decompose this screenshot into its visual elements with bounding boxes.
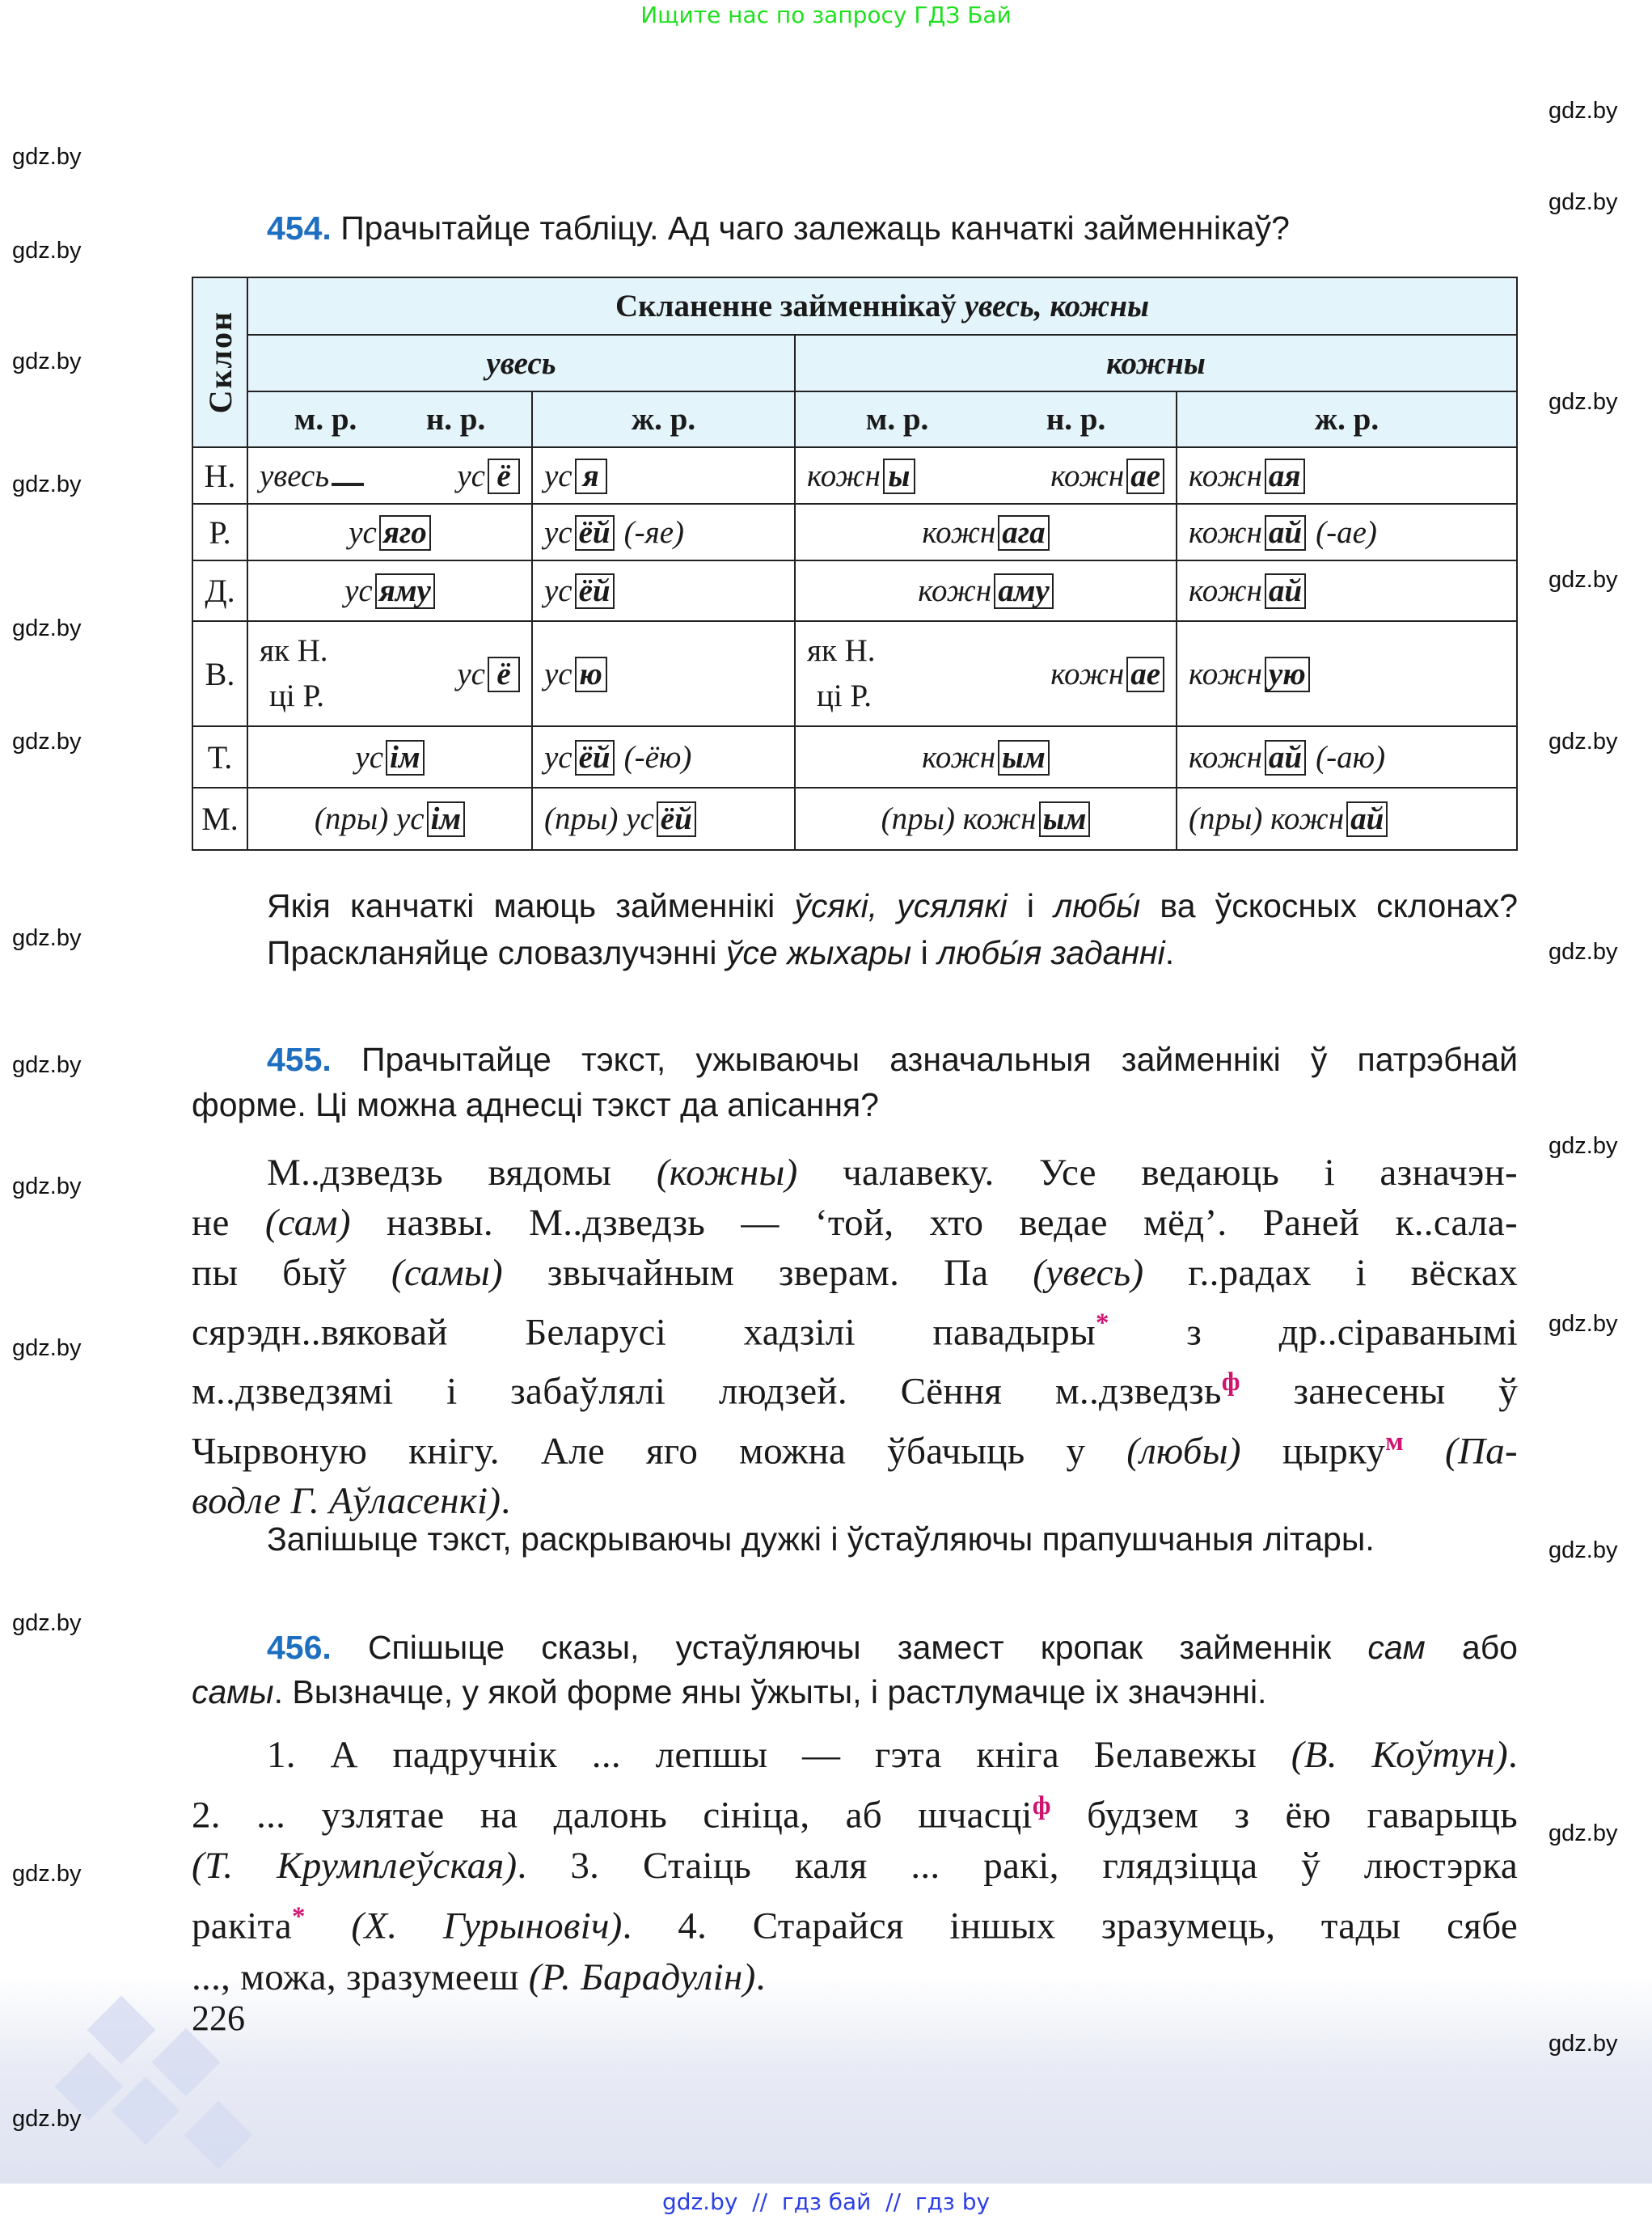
task-455 xyxy=(267,1516,1518,1562)
watermark: gdz.by xyxy=(12,615,82,641)
ending-box: ім xyxy=(386,740,425,776)
table-cell xyxy=(532,560,795,621)
cell-content xyxy=(807,739,1164,776)
text-line xyxy=(192,1952,1518,2003)
cell-content xyxy=(544,458,783,494)
text-line xyxy=(192,1148,1518,1198)
table-cell xyxy=(795,788,1177,850)
italic-run: (любы) xyxy=(1126,1430,1241,1473)
decor-diamond xyxy=(184,2101,253,2170)
text-run xyxy=(306,1905,352,1947)
word-form xyxy=(1189,801,1388,837)
table-row xyxy=(192,621,1517,726)
watermark: gdz.by xyxy=(12,349,82,374)
cell-content xyxy=(260,514,520,551)
gender-n: н. р. xyxy=(425,402,486,437)
case-label: М. xyxy=(192,788,247,850)
text-line xyxy=(192,1298,1518,1357)
ending-box: аму xyxy=(994,573,1054,609)
table-row xyxy=(192,788,1517,850)
gender-f: ж. р. xyxy=(1314,402,1379,437)
text-run: ва ўскосных склонах? xyxy=(1140,887,1518,924)
ending-box: ай xyxy=(1265,740,1306,776)
table-cell xyxy=(247,788,532,850)
italic-run: сам xyxy=(1367,1629,1426,1666)
word-form xyxy=(260,458,364,494)
table-body xyxy=(192,447,1517,850)
gender-m: м. р. xyxy=(294,402,357,437)
ending-box: ёй xyxy=(575,573,615,609)
text-run: назвы. М..дзведзь — ‘той, хто ведае мёд’. Раней к..сала- xyxy=(350,1202,1519,1244)
word-form xyxy=(881,801,1091,837)
table-row xyxy=(192,726,1517,788)
word-form xyxy=(1189,656,1310,692)
table-cell xyxy=(247,504,532,560)
italic-run: (кожны) xyxy=(656,1152,798,1194)
text-run: . 4. Старайся іншых зразумець, тады сябе xyxy=(622,1905,1518,1947)
cell-content xyxy=(544,514,783,551)
ending-box xyxy=(332,483,364,486)
cell-content xyxy=(1189,514,1505,551)
text-run: . xyxy=(1164,934,1175,971)
text-run: сярэдн..вяковай Беларусі хадзілі павадыры xyxy=(192,1311,1096,1354)
word-stem: ус xyxy=(544,739,572,775)
text-run: . 3. Стаіць каля ... ракі, глядзіцца ў люстэрка xyxy=(517,1845,1518,1888)
word-form xyxy=(315,801,465,837)
text-run: Праскланяйце словазлучэнні xyxy=(267,934,726,971)
ending-box: ае xyxy=(1126,657,1164,692)
table-cell xyxy=(1177,560,1517,621)
text-line xyxy=(192,1357,1518,1416)
table-cell xyxy=(532,447,795,504)
group-header-uves xyxy=(247,335,795,391)
ending-box: ёй xyxy=(575,740,615,776)
variant-ending: (-ае) xyxy=(1316,514,1377,550)
exercise-number: 455. xyxy=(267,1041,332,1078)
table-title-text: Скланенне займеннікаў xyxy=(615,289,965,323)
text-run: форме. Ці можна аднесці тэкст да апісання? xyxy=(192,1086,879,1123)
word-stem: кожн xyxy=(1050,656,1125,691)
question-454 xyxy=(267,882,1518,976)
word-form xyxy=(1189,739,1385,776)
ending-box: ай xyxy=(1265,573,1306,609)
gender-header xyxy=(1177,391,1517,447)
watermark: gdz.by xyxy=(1548,939,1618,965)
cell-content xyxy=(1189,656,1505,692)
gender-f: ж. р. xyxy=(631,402,696,437)
watermark: gdz.by xyxy=(1548,729,1618,755)
cell-content xyxy=(544,739,783,776)
table-cell xyxy=(1177,621,1517,726)
word-stem: ус xyxy=(544,656,572,691)
case-label: В. xyxy=(192,621,247,726)
italic-run: любы́я заданні xyxy=(937,934,1165,971)
italic-run: ўсе жыхары xyxy=(725,934,912,971)
ending-box: ую xyxy=(1265,657,1310,692)
word-form xyxy=(344,573,435,609)
word-stem: кожн xyxy=(1189,656,1262,691)
watermark: gdz.by xyxy=(12,2106,82,2132)
italic-run: любы́ xyxy=(1054,887,1141,924)
text-run: не xyxy=(192,1202,265,1244)
ending-box: ю xyxy=(575,657,607,692)
word-form xyxy=(544,458,607,494)
top-banner: Ищите нас по запросу ГДЗ Бай xyxy=(640,2,1012,28)
italic-run: (сам) xyxy=(264,1202,351,1244)
cell-content xyxy=(260,573,520,609)
footnote-marker: ф xyxy=(1032,1791,1051,1820)
watermark: gdz.by xyxy=(1548,567,1618,593)
table-cell xyxy=(1177,726,1517,788)
italic-run: ўсякі, усялякі xyxy=(794,887,1008,924)
table-title-italic: увесь, кожны xyxy=(964,289,1150,323)
table-row xyxy=(192,447,1517,504)
word-stem: кожн xyxy=(1189,514,1262,550)
watermark: gdz.by xyxy=(12,1052,82,1078)
footer-band xyxy=(0,1973,1652,2184)
ending-box: ая xyxy=(1265,459,1305,494)
watermark: gdz.by xyxy=(12,238,82,264)
preposition: (пры) xyxy=(314,801,396,836)
note-line: як Н. xyxy=(807,633,876,668)
group-header-kozhny xyxy=(795,335,1517,391)
text-line xyxy=(192,1730,1518,1781)
word-form xyxy=(457,458,520,494)
word-stem: увесь xyxy=(260,458,330,493)
ending-box: ае xyxy=(1126,459,1164,494)
table-cell xyxy=(247,447,532,504)
text-run: ракіта xyxy=(192,1905,293,1947)
exercise-455-heading xyxy=(192,1037,1518,1127)
italic-run: (Т. Крумплеўская) xyxy=(192,1845,518,1888)
word-stem: ус xyxy=(544,573,572,608)
word-stem: ус xyxy=(544,458,572,493)
word-form xyxy=(1050,458,1164,494)
word-form xyxy=(544,514,684,551)
text-run: з др..сіраванымі xyxy=(1109,1311,1518,1354)
cell-content xyxy=(1189,801,1505,837)
text-line xyxy=(192,1037,1518,1082)
gender-header xyxy=(247,391,532,447)
word-stem: ус xyxy=(344,573,373,608)
cell-content xyxy=(544,801,783,837)
watermark: gdz.by xyxy=(12,1335,82,1361)
text-line xyxy=(192,1626,1518,1670)
preposition: (пры) xyxy=(881,801,963,836)
watermark: gdz.by xyxy=(1548,189,1618,215)
watermark: gdz.by xyxy=(1548,2031,1618,2057)
word-form xyxy=(544,801,696,837)
case-note xyxy=(260,628,328,719)
word-form xyxy=(457,656,520,692)
text-run: і xyxy=(1007,887,1054,924)
gender-m: м. р. xyxy=(865,402,929,437)
footnote-marker: * xyxy=(292,1902,306,1932)
decor-diamond xyxy=(87,1996,156,2065)
italic-run: самы xyxy=(192,1673,274,1710)
italic-run: (В. Коўтун) xyxy=(1291,1734,1508,1776)
cell-content xyxy=(544,656,783,692)
table-cell xyxy=(247,726,532,788)
watermark: gdz.by xyxy=(12,144,82,170)
watermark: gdz.by xyxy=(1548,1537,1618,1563)
text-line xyxy=(267,929,1518,976)
table-cell xyxy=(795,447,1177,504)
ending-box: ай xyxy=(1265,515,1306,551)
italic-run: водле Г. Аўласенкі) xyxy=(192,1480,501,1523)
preposition: (пры) xyxy=(544,801,627,836)
ending-box: яму xyxy=(375,573,435,609)
text-run: . xyxy=(755,1956,766,1998)
word-stem: ус xyxy=(395,801,425,836)
table-cell xyxy=(532,621,795,726)
text-line xyxy=(192,1417,1518,1476)
text-run: . xyxy=(501,1480,511,1523)
cell-content xyxy=(260,458,520,494)
cell-content xyxy=(1189,739,1505,776)
word-form xyxy=(1050,656,1164,692)
note-line: ці Р. xyxy=(817,679,872,713)
word-stem: кожн xyxy=(807,458,881,493)
page-number: 226 xyxy=(192,1998,245,2038)
watermark: gdz.by xyxy=(12,925,82,951)
word-stem: кожн xyxy=(1189,458,1262,493)
word-stem: ус xyxy=(355,739,384,775)
table-cell xyxy=(795,726,1177,788)
word-stem: ус xyxy=(349,514,377,550)
italic-run: (самы) xyxy=(391,1252,503,1294)
note-line: як Н. xyxy=(260,633,328,668)
text-line xyxy=(267,882,1518,929)
word-form xyxy=(544,573,615,609)
note-line: ці Р. xyxy=(269,679,325,713)
table-row xyxy=(192,560,1517,621)
text-line xyxy=(192,1082,1518,1127)
text-run: Якія канчаткі маюць займеннікі xyxy=(267,887,795,924)
watermark: gdz.by xyxy=(12,1861,82,1887)
table-cell xyxy=(532,504,795,560)
cell-content xyxy=(1189,573,1505,609)
text-line xyxy=(192,1248,1518,1298)
word-stem: ус xyxy=(544,514,572,550)
text-run: . Вызначце, у якой форме яны ўжыты, і растлумачце іх значэнні. xyxy=(273,1673,1267,1710)
gender-header xyxy=(532,391,795,447)
watermark: gdz.by xyxy=(12,1173,82,1199)
word-stem: кожн xyxy=(1270,801,1345,836)
italic-run: (Па- xyxy=(1445,1430,1518,1473)
text-line xyxy=(267,205,1518,251)
watermark: gdz.by xyxy=(12,1610,82,1636)
text-run: Чырвоную кнігу. Але яго можна ўбачыць у xyxy=(192,1430,1127,1473)
cell-content xyxy=(1189,458,1505,494)
word-stem: ус xyxy=(457,656,485,691)
footnote-marker: ф xyxy=(1221,1368,1240,1397)
watermark: gdz.by xyxy=(1548,1133,1618,1159)
word-form xyxy=(544,656,607,692)
word-form xyxy=(355,739,424,776)
text-455 xyxy=(192,1148,1518,1526)
cell-content xyxy=(807,458,1164,494)
preposition: (пры) xyxy=(1189,801,1271,836)
table-cell xyxy=(795,504,1177,560)
watermark: gdz.by xyxy=(1548,98,1618,124)
exercise-number: 456. xyxy=(267,1629,332,1666)
word-stem: кожн xyxy=(922,739,996,775)
text-run: 1. А падручнік ... лепшы — гэта кніга Белавежы xyxy=(267,1734,1291,1776)
italic-run: (Р. Барадулін) xyxy=(528,1956,756,1998)
watermark: gdz.by xyxy=(12,729,82,755)
word-form xyxy=(1189,458,1305,494)
text-456 xyxy=(192,1730,1518,2003)
case-label: Н. xyxy=(192,447,247,504)
ending-box: ай xyxy=(1346,801,1388,837)
ending-box: яго xyxy=(379,515,431,551)
variant-ending: (-аю) xyxy=(1316,739,1386,775)
cell-content xyxy=(807,573,1164,609)
table-cell xyxy=(795,560,1177,621)
word-form xyxy=(544,739,691,776)
table-title xyxy=(247,277,1517,335)
footnote-marker: м xyxy=(1385,1427,1405,1457)
exercise-456-heading xyxy=(192,1626,1518,1715)
watermark: gdz.by xyxy=(1548,389,1618,415)
text-run: ..., можа, зразумееш xyxy=(192,1956,529,1998)
group-label: кожны xyxy=(1106,345,1206,381)
case-header-label: Склон xyxy=(201,311,239,414)
word-form xyxy=(1189,514,1377,551)
word-stem: кожн xyxy=(962,801,1037,836)
text-run: Прачытайце тэкст, ужываючы азначальныя займеннікі ў патрэбнай xyxy=(331,1041,1518,1078)
case-label: Р. xyxy=(192,504,247,560)
gender-n: н. р. xyxy=(1046,402,1106,437)
text-run: Спішыце сказы, устаўляючы замест кропак займеннік xyxy=(331,1629,1368,1666)
ending-box: ё xyxy=(488,657,520,692)
ending-box: ім xyxy=(427,801,466,837)
word-stem: кожн xyxy=(1189,573,1262,608)
word-stem: кожн xyxy=(1189,739,1262,775)
case-label: Т. xyxy=(192,726,247,788)
variant-ending: (-яе) xyxy=(623,514,685,550)
ending-box: ё xyxy=(488,459,520,494)
word-stem: кожн xyxy=(918,573,992,608)
text-line xyxy=(192,1892,1518,1951)
word-form xyxy=(807,628,876,719)
word-form xyxy=(1189,573,1306,609)
word-form xyxy=(922,514,1049,551)
table-cell xyxy=(1177,788,1517,850)
word-stem: кожн xyxy=(922,514,996,550)
text-line xyxy=(192,1670,1518,1715)
italic-run: (увесь) xyxy=(1033,1252,1144,1294)
text-line xyxy=(267,1516,1518,1562)
ending-box: ы xyxy=(883,459,915,494)
watermark: gdz.by xyxy=(1548,1311,1618,1337)
table-cell xyxy=(1177,447,1517,504)
text-run: занесены ў xyxy=(1240,1370,1518,1413)
text-line xyxy=(192,1781,1518,1841)
text-line xyxy=(192,1198,1518,1248)
watermark: gdz.by xyxy=(1548,1820,1618,1846)
ending-box: я xyxy=(575,459,607,494)
declension-table xyxy=(192,277,1518,851)
text-run: Прачытайце табліцу. Ад чаго залежаць канчаткі займеннікаў? xyxy=(331,209,1290,247)
table-cell xyxy=(247,621,532,726)
table-row xyxy=(192,504,1517,560)
gender-header xyxy=(795,391,1177,447)
footer-links[interactable]: gdz.by // гдз бай // гдз by xyxy=(661,2188,991,2215)
text-run: г..радах і вёсках xyxy=(1143,1252,1519,1294)
text-run: Запішыце тэкст, раскрываючы дужкі і ўстаўляючы прапушчаныя літары. xyxy=(267,1520,1375,1558)
text-run: або xyxy=(1425,1629,1518,1666)
text-run: чалавеку. Усе ведаюць і азначэн- xyxy=(797,1152,1518,1194)
text-run: і xyxy=(911,934,938,971)
exercise-number: 454. xyxy=(267,209,332,247)
cell-content xyxy=(544,573,783,609)
table-cell xyxy=(247,560,532,621)
cell-content xyxy=(807,628,1164,719)
variant-ending: (-ёю) xyxy=(623,739,692,775)
case-label: Д. xyxy=(192,560,247,621)
word-form xyxy=(349,514,431,551)
table-cell xyxy=(532,788,795,850)
text-run: м..дзведзямі і забаўлялі людзей. Сёння м..дзведзь xyxy=(192,1370,1222,1413)
word-form xyxy=(807,458,915,494)
word-stem: ус xyxy=(457,458,485,493)
text-line xyxy=(192,1841,1518,1892)
text-run: цырку xyxy=(1240,1430,1386,1473)
ending-box: ёй xyxy=(657,801,696,837)
ending-box: ёй xyxy=(575,515,615,551)
ending-box: ым xyxy=(1039,801,1091,837)
table-cell xyxy=(795,621,1177,726)
ending-box: ага xyxy=(998,515,1049,551)
text-run: . xyxy=(1507,1734,1518,1776)
group-label: увесь xyxy=(486,345,556,381)
text-run: М..дзведзь вядомы xyxy=(267,1152,657,1194)
cell-content xyxy=(807,514,1164,551)
cell-content xyxy=(260,801,520,837)
word-form xyxy=(918,573,1053,609)
italic-run: (Х. Гурыновіч) xyxy=(351,1905,623,1947)
text-run: 2. ... узлятае на далонь сініца, аб шчасці xyxy=(192,1794,1033,1837)
case-header xyxy=(192,277,247,447)
text-run: пы быў xyxy=(192,1252,391,1294)
text-run: будзем з ёю гаварыць xyxy=(1050,1794,1518,1837)
cell-content xyxy=(260,739,520,776)
text-run: звычайным зверам. Па xyxy=(503,1252,1033,1294)
exercise-454-heading xyxy=(267,205,1518,251)
word-form xyxy=(922,739,1050,776)
cell-content xyxy=(807,801,1164,837)
watermark: gdz.by xyxy=(12,471,82,497)
table-cell xyxy=(1177,504,1517,560)
ending-box: ым xyxy=(998,740,1050,776)
word-stem: кожн xyxy=(1050,458,1125,493)
table-cell xyxy=(532,726,795,788)
word-form xyxy=(260,628,328,719)
word-stem: ус xyxy=(626,801,654,836)
cell-content xyxy=(260,628,520,719)
text-run xyxy=(1404,1430,1445,1472)
case-note xyxy=(807,628,876,719)
footnote-marker: * xyxy=(1095,1309,1109,1338)
